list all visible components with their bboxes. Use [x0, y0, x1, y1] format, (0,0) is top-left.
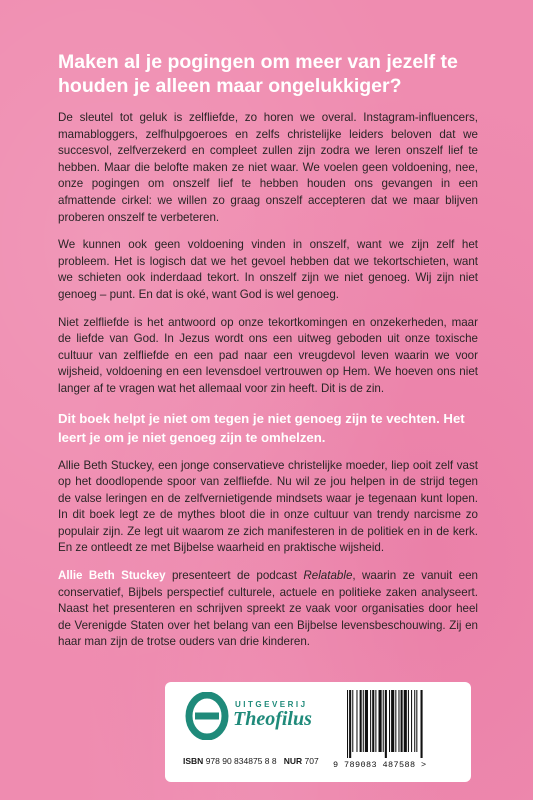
- lead-statement: Dit boek helpt je niet om tegen je niet genoeg zijn te vechten. Het leert je om je niet genoeg zijn te omhelzen.: [58, 410, 465, 445]
- blurb-paragraph-2: We kunnen ook geen voldoening vinden in onszelf, want we zijn zelf het probleem. Het is logisch dat we het gevoel hebben dat we tekortschieten, want we schieten ook inderdaad tekort. In onszelf zijn we niet genoeg. Wij zijn niet genoeg – punt. En dat is oké, want God is wel genoeg.: [58, 238, 478, 301]
- barcode-bar: [379, 690, 382, 752]
- barcode-bar: [414, 690, 415, 752]
- blurb-paragraph-4: Allie Beth Stuckey, een jonge conservatieve christelijke moeder, liep ooit zelf vast op het doodlopende spoor van zelfliefde. Nu wil ze jou helpen in de strijd tegen de valse leringen en de zelfvernietigende mindsets waar je tegenaan kunt lopen. In dit boek legt ze de mythes bloot die in onze cultuur van trendy narcisme zo populair zijn. Ze legt uit waarom ze zich manifesteren in de politiek en in de kerk. En ze ontleedt ze met Bijbelse waarheid en praktische wijsheid.: [58, 458, 478, 555]
- barcode-number: 9 789083 487588 >: [333, 760, 427, 770]
- barcode-bar: [352, 690, 353, 752]
- barcode-bar: [404, 690, 407, 752]
- barcode-bar: [398, 690, 399, 752]
- barcode-bar: [349, 690, 351, 758]
- isbn-value: 978 90 834875 8 8: [205, 756, 277, 766]
- barcode-bar: [401, 690, 403, 752]
- nur-value: 707: [304, 756, 319, 766]
- author-name: Allie Beth Stuckey: [58, 569, 166, 583]
- theta-logo-icon: [185, 692, 229, 740]
- isbn-label: ISBN: [183, 756, 204, 766]
- barcode-bar: [347, 690, 348, 758]
- barcode-bar: [385, 690, 387, 758]
- barcode-bar: [408, 690, 409, 752]
- publisher-barcode-panel: [165, 682, 471, 782]
- barcode-bar: [391, 690, 394, 752]
- bio-text-2: , waarin ze vanuit een conservatief, Bijbels perspectief culturele, actuele en politieke zaken analyseert. Naast het presenteren en schrijven spreekt ze vaak voor organisaties door heel de Verenigde Staten over het belang van een Bijbelse levensbeschouwing. Zij en haar man zijn de trotse ouders van drie kinderen.: [58, 569, 478, 649]
- blurb-paragraph-3: Niet zelfliefde is het antwoord op onze tekortkomingen en onzekerheden, maar de liefde van God. In Jezus wordt ons een uitweg geboden uit onze toxische cultuur van zelfliefde en een pad naar een vreugdevol leven waarin we voor wijsheid, voldoening en een levensdoel vertrouwen op Hem. We hoeven ons niet langer af te vragen wat het allemaal voor zin heeft. Dit is de zin.: [58, 315, 478, 395]
- barcode-bar: [372, 690, 374, 752]
- barcode-bar: [383, 690, 384, 752]
- publisher-logo: [185, 692, 355, 740]
- barcode-bar: [375, 690, 376, 752]
- publisher-name: Theofilus: [233, 708, 312, 730]
- barcode-bar: [421, 690, 423, 758]
- barcode-bar: [365, 690, 368, 752]
- blurb-paragraph-1: De sleutel tot geluk is zelfliefde, zo horen we overal. Instagram-influencers, mamabloggers, zelfhulpgoeroes en zelfs christelijke leiders beloven dat we succesvol, zelfverzekerd en compleet zullen zijn zodra we leren onszelf lief te hebben. Maar die belofte maken ze niet waar. We voelen geen voldoening, nee, onze pogingen om onszelf lief te hebben houden ons gevangen in een afmattende cirkel: we willen zo graag onszelf accepteren dat we maar blijven proberen onszelf te verbeteren.: [58, 111, 478, 224]
- barcode-bar: [416, 690, 417, 752]
- barcode-icon: [345, 690, 457, 758]
- publisher-prefix: UITGEVERIJ: [235, 700, 308, 709]
- barcode-bar: [411, 690, 412, 752]
- blurb: [58, 110, 478, 662]
- barcode-bar: [356, 690, 357, 752]
- author-bio: [58, 568, 478, 651]
- barcode-bar: [370, 690, 371, 752]
- isbn-line: [183, 756, 319, 766]
- barcode-bar: [363, 690, 364, 752]
- bio-text-1: presenteert de podcast: [165, 569, 304, 583]
- barcode-bar: [395, 690, 396, 752]
- barcode-bar: [360, 690, 362, 752]
- podcast-name: Relatable: [303, 569, 353, 583]
- barcode-bar: [389, 690, 390, 752]
- headline: Maken al je pogingen om meer van jezelf te houden je alleen maar ongelukkiger?: [58, 51, 458, 97]
- nur-label: NUR: [283, 756, 303, 766]
